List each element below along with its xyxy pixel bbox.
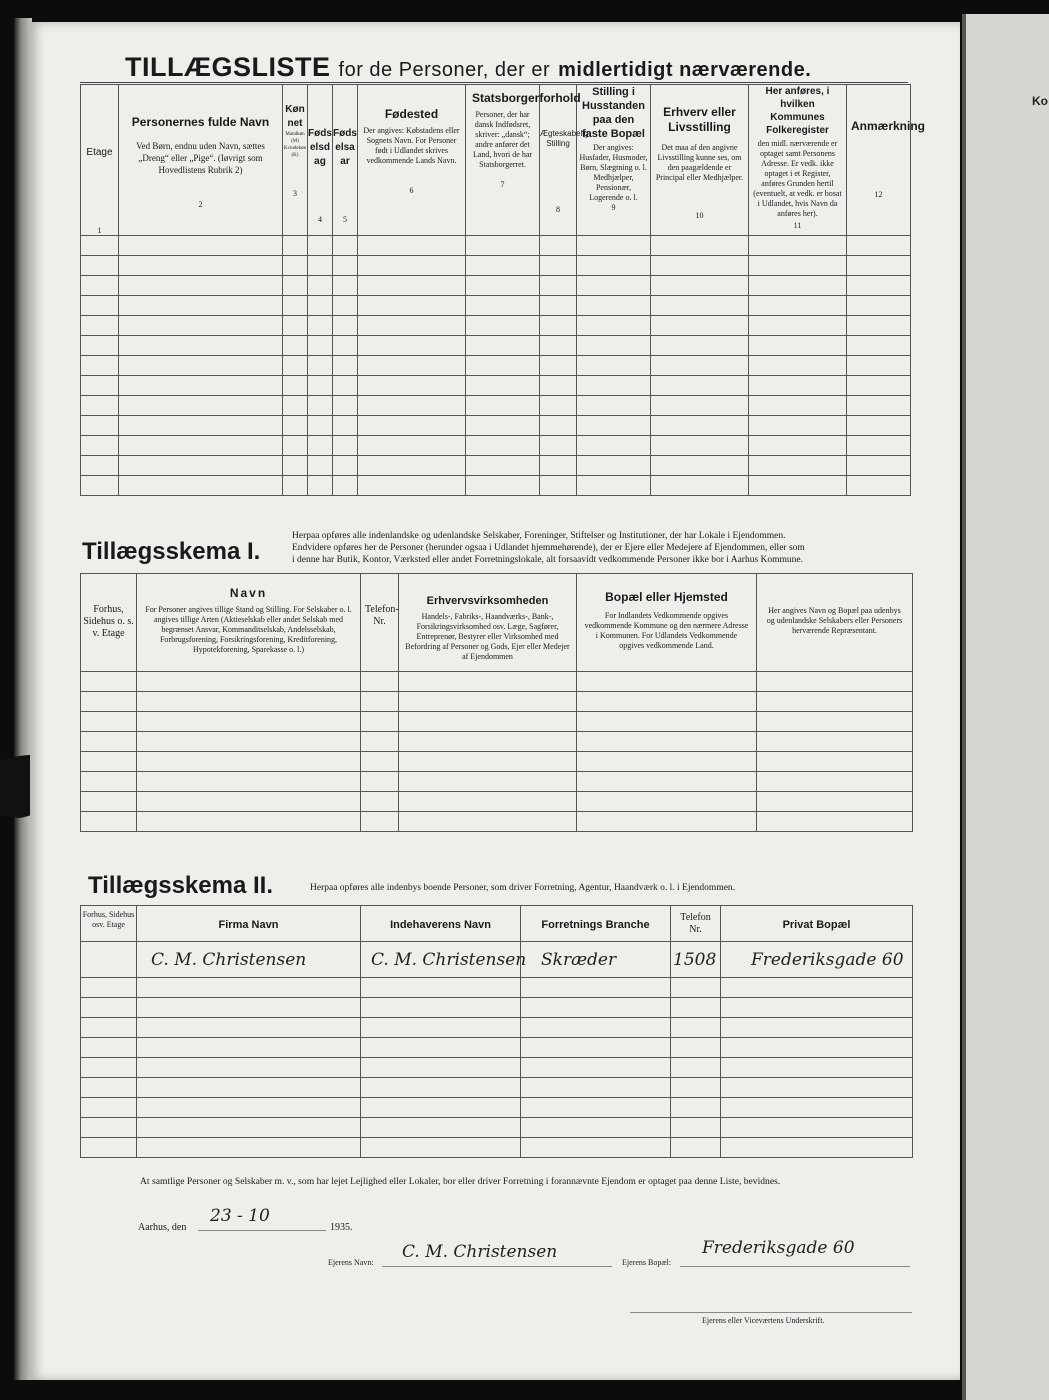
col-fodested: Fødested Der angives: Købstadens eller Sognets Navn. For Personer født i Udlandet skrives vedkommende Lands Navn. 6 <box>358 85 466 236</box>
vice-signature-label: Ejerens eller Viceværtens Underskrift. <box>702 1316 825 1325</box>
col-statsborger: Statsborgerforhold Personer, der har dansk Indfødsret, skriver: „dansk“; andre anfører det Land, hvori de har Statsborgerret. 7 <box>466 85 540 236</box>
owner-name-label: Ejerens Navn: <box>328 1258 374 1267</box>
skema1-body <box>81 672 913 832</box>
city-label: Aarhus, den <box>138 1222 187 1233</box>
next-page-text: Ko <box>1032 94 1048 108</box>
col-folkeregister: Her anføres, i hvilken Kommunes Folkeregister den midl. nærværende er optaget samt Personens Adresse. Er vedk. ikke optaget i et Register, anføres Grunden hertil (eventuelt, at vedk. er bosat i Udlandet, hvis Navn da anføres her). 11 <box>749 85 847 236</box>
s1-col-repraesentant: Her angives Navn og Bopæl paa udenbys og udenlandske Selskabers eller Personers herværende Repræsentant. <box>757 574 913 672</box>
owner-signature: C. M. Christensen <box>402 1242 558 1262</box>
s1-col-telefon: Telefon-Nr. <box>361 574 399 672</box>
col-fodselsaar: Fødselsaar 5 <box>333 85 358 236</box>
owner-address-label: Ejerens Bopæl: <box>622 1258 672 1267</box>
attestation-statement: At samtlige Personer og Selskaber m. v., som har lejet Lejlighed eller Lokaler, bor eller driver Forretning i forannævnte Ejendom er optaget paa denne Liste, bevidnes. <box>140 1176 781 1187</box>
col-name: Personernes fulde Navn Ved Børn, endnu uden Navn, sættes „Dreng“ eller „Pige“. (Iøvrigt som Hovedlistens Rubrik 2) 2 <box>119 85 283 236</box>
col-aegteskab: Ægteskabelig Stilling 8 <box>540 85 577 236</box>
main-table <box>80 84 926 496</box>
table-row <box>81 942 913 978</box>
main-table-body <box>81 236 911 496</box>
col-erhverv: Erhverv eller Livsstilling Det maa af den angivne Livsstilling kunne ses, om den paagældende er Principal eller Medhjælper. 10 <box>651 85 749 236</box>
s1-col-bopael: Bopæl eller Hjemsted For Indlandets Vedkommende opgives vedkommende Kommune og den nærmere Adresse i Kommunen. For Udlandets Vedkommende opgives vedkommende Land. <box>577 574 757 672</box>
skema2-body <box>81 942 913 1158</box>
s2-col-firma: Firma Navn <box>137 906 361 942</box>
telefon-handwritten: 1508 <box>671 942 721 978</box>
col-fodselsdag: Fødselsdag 4 <box>308 85 333 236</box>
firma-name-handwritten: C. M. Christensen <box>137 942 361 978</box>
s2-col-branche: Forretnings Branche <box>521 906 671 942</box>
skema2-description: Herpaa opføres alle indenbys boende Personer, som driver Forretning, Agentur, Haandværk o. l. i Ejendommen. <box>310 883 736 893</box>
form-page <box>30 22 960 1380</box>
s1-col-navn: Navn For Personer angives tillige Stand og Stilling. For Selskaber o. l. angives tillige Arten (Aktieselskab eller andet Selskab med begrænset Ansvar, Kommanditselskab, Andelsselskab, Forbrugsforening, Forsikringsforening, Kreditforening, Hypotekforening, Sparekasse o. l.) <box>137 574 361 672</box>
skema1-description: Herpaa opføres alle indenlandske og udenlandske Selskaber, Foreninger, Stiftelser og Institutioner, der har Lokale i Ejendommen. Endvidere opføres her de Personer (herunder ogsaa i Udlandet hjemmehørende), der er Ejere eller Medejere af Ejendommen, eller som i denne har Butik, Kontor, Værksted eller andet Forretningslokale, alt forsaavidt vedkommende Personer ikke bor i Aarhus Kommune. <box>292 531 805 565</box>
col-stilling: Stilling i Husstanden paa den faste Bopæl Der angives: Husfader, Husmoder, Børn, Slægtning o. l. Medhjælper, Pensionær, Logerende o. l. 9 <box>577 85 651 236</box>
next-page-edge <box>962 14 1049 1400</box>
owner-name-handwritten: C. M. Christensen <box>361 942 521 978</box>
year-label: 1935. <box>330 1222 353 1233</box>
s1-col-etage: Forhus, Sidehus o. s. v. Etage <box>81 574 137 672</box>
s1-col-erhverv: Erhvervsvirksomheden Handels-, Fabriks-, Haandværks-, Bank-, Forsikringsvirksomhed osv. Læge, Sagfører, Entreprenør, Bestyrer eller Virksomhed med Befordring af Personer og Gods, Ejer eller Medejer af Ejendommen <box>399 574 577 672</box>
s2-col-indehaver: Indehaverens Navn <box>361 906 521 942</box>
s2-col-bopael: Privat Bopæl <box>721 906 913 942</box>
skema1-table <box>80 573 913 832</box>
skema1-title: Tillægsskema I. <box>82 538 261 565</box>
owner-address-handwritten: Frederiksgade 60 <box>702 1238 855 1258</box>
s2-col-telefon: Telefon Nr. <box>671 906 721 942</box>
col-kon: Kønnet Mandkøn (M) Kvindekøn (K) 3 <box>283 85 308 236</box>
col-etage: Etage 1 <box>81 85 119 236</box>
col-anmaerkning: Anmærkning 12 <box>847 85 911 236</box>
page-title: TILLÆGSLISTE for de Personer, der er midlertidigt nærværende. <box>125 52 812 82</box>
skema2-table <box>80 905 913 1158</box>
branche-handwritten: Skræder <box>521 942 671 978</box>
date-handwritten: 23 - 10 <box>210 1206 270 1226</box>
skema2-title: Tillægsskema II. <box>88 872 273 899</box>
s2-col-etage: Forhus, Sidehus osv. Etage <box>81 906 137 942</box>
address-handwritten: Frederiksgade 60 <box>721 942 913 978</box>
